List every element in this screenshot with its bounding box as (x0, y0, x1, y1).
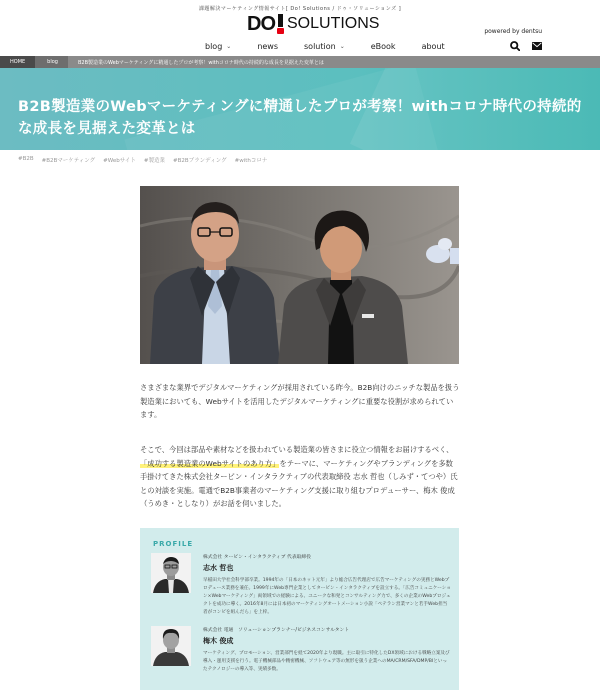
breadcrumb-blog[interactable]: blog (35, 56, 68, 68)
article-hero (0, 68, 600, 150)
interview-photo-illustration (140, 186, 459, 364)
tag[interactable]: #B2Bブランディング (172, 158, 227, 164)
mail-icon[interactable] (532, 42, 542, 50)
article-title: B2B製造業のWebマーケティングに精通したプロが考察！withコロナ時代の持続的な成長を見据えた変革とは (18, 99, 582, 137)
profile-bio: マーケティング、プロモーション、営業部門を経て2020年より現職。主に取引に特化したDX領域における戦略立案及び導入・運用支援を行う。電子機械部品や精密機械、ソフトウェア等の無形を扱う企業へのMA/CRM/SFA/DMP/BIといったテクノロジーの導入等、実績多数。 (203, 651, 450, 672)
profile-box (140, 528, 459, 690)
nav-ebook[interactable]: eBook (370, 42, 396, 51)
tag[interactable]: #B2B (18, 156, 34, 162)
profile-name: 志水 哲也 (203, 564, 234, 572)
breadcrumb-home[interactable]: HOME (0, 56, 35, 68)
profile-name: 梅木 俊成 (203, 637, 234, 645)
article-paragraph: そこで、今回は部品や素材などを扱われている製造業の皆さまに役立つ情報をお届けするべく、「成功する製造業のWebサイトのあり方」をテーマに、マーケティングやブランディングを多数手掛けてきた株式会社タービン・インタラクティブの代表取締役 志水 哲也（しみず・てつや）氏との対談を実施。電通でB2B事業者のマーケティング支援に取り組むプロデューサー、梅木 俊成（うめき・としなり）がお話を伺いました。 (140, 445, 458, 508)
powered-by: powered by dentsu (484, 28, 542, 35)
nav-about[interactable]: about (421, 42, 445, 51)
tag[interactable]: #withコロナ (234, 158, 268, 164)
site-header (0, 0, 600, 55)
profile-role: 株式会社 電通 ソリューションプランナー/ビジネスコンサルタント (203, 628, 350, 633)
profile-bio: 早稲田大学社会科学部卒業。1994年の「日本のネット元年」より総合広告代理店で広告マーケティングの実務とWebプロデュース業務を兼任。1999年にWeb専門企業としてタービン・インタラクティブを設立する。「広告コミュニケーション×Webマーケティング」両領域での経験による、ユニークな和発とコンサルティング力で、多くの企業のWebプロジェクトを成功に導く。2016年8月には日本初のマーケティングオートメーション小説「ペテラン営業マンと若手Web担当者がコンビを組んだら」を上梓。 (203, 578, 451, 615)
tag[interactable]: #B2Bマーケティング (41, 158, 96, 164)
chevron-down-icon: ⌄ (339, 43, 345, 50)
logo-solutions: SOLUTIONS (287, 15, 380, 32)
breadcrumb-current: B2B製造業のWebマーケティングに精通したプロが考察！withコロナ時代の持続的な成長を見据えた変革とは (77, 59, 324, 66)
article-paragraph: さまざまな業界でデジタルマーケティングが採用されている昨今。B2B向けのニッチな製品を扱う製造業においても、Webサイトを活用したデジタルマーケティングに重要な役割が求められています。 (140, 383, 460, 419)
logo-exclamation-icon (276, 13, 286, 35)
avatar (151, 553, 191, 593)
site-tagline: 課題解決マーケティング情報サイト[ Do! Solutions / ドゥ・ソリューションズ ] (198, 6, 402, 12)
search-icon[interactable] (510, 41, 520, 51)
logo-do: DO (247, 13, 275, 35)
nav-blog[interactable]: blog ⌄ (205, 42, 232, 51)
tag[interactable]: #Webサイト (103, 158, 136, 164)
main-nav (205, 42, 471, 51)
tag[interactable]: #製造業 (143, 158, 165, 164)
nav-news[interactable]: news (257, 42, 279, 51)
profile-role: 株式会社 タービン・インタラクティブ 代表取締役 (203, 555, 312, 560)
profile-title: PROFILE (153, 540, 194, 548)
highlighted-text: 「成功する製造業のWebサイトのあり方」 (140, 458, 280, 468)
nav-solution[interactable]: solution ⌄ (304, 42, 345, 51)
article-photo (140, 186, 459, 364)
site-logo[interactable] (247, 13, 379, 35)
avatar (151, 626, 191, 666)
breadcrumb (0, 56, 600, 68)
chevron-down-icon: ⌄ (226, 43, 232, 50)
tag-list (18, 156, 275, 164)
